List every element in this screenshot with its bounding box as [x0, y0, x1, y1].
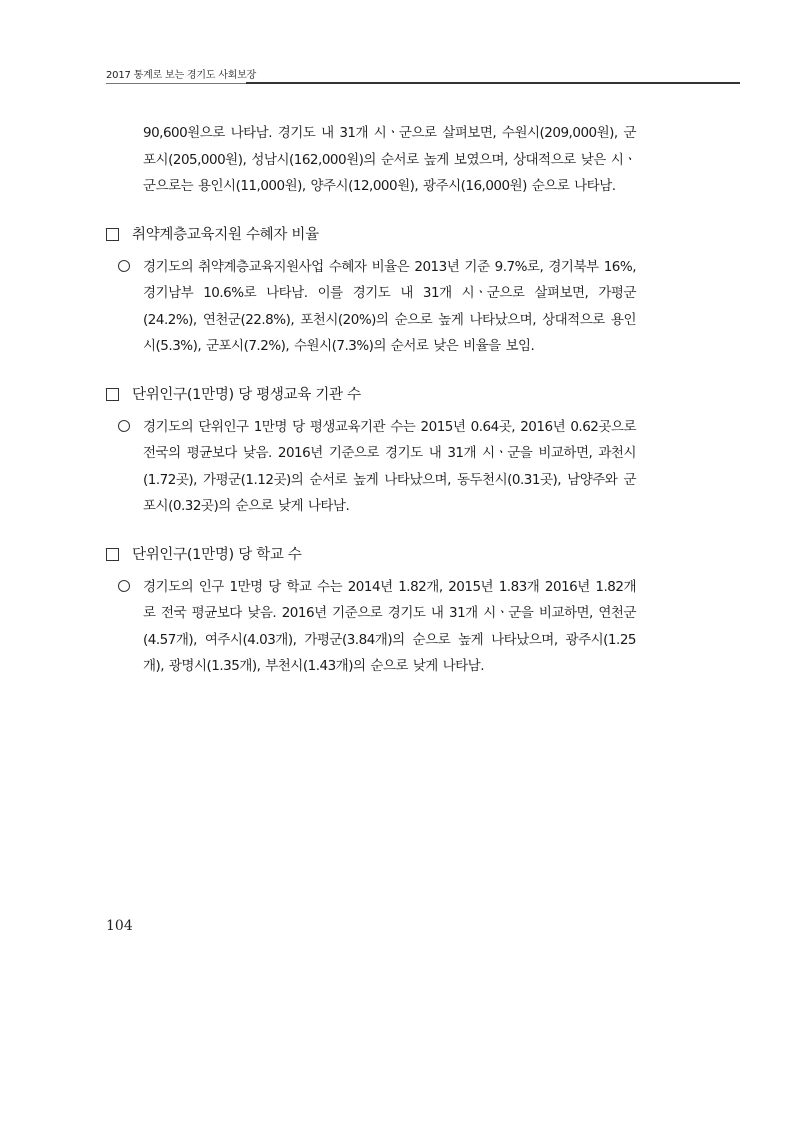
circle-bullet-icon — [118, 420, 130, 432]
intro-paragraph: 90,600원으로 나타남. 경기도 내 31개 시ㆍ군으로 살펴보면, 수원시(209,000원), 군포시(205,000원), 성남시(162,000원)의 순서로 높게 보였으며, 상대적으로 낮은 시ㆍ군으로는 용인시(11,000원), 양주시(12,000원), 광주시(16,000원) 순으로 나타남. — [143, 125, 636, 194]
square-bullet-icon — [106, 548, 119, 561]
circle-bullet-icon — [118, 260, 130, 272]
page-number: 104 — [106, 918, 133, 934]
running-header-title: 2017 통계로 보는 경기도 사회보장 — [106, 70, 257, 81]
header-rule — [246, 82, 740, 84]
list-item — [106, 414, 636, 520]
section-heading — [106, 542, 636, 568]
header-underline — [106, 83, 250, 84]
square-bullet-icon — [106, 228, 119, 241]
list-item — [106, 574, 636, 680]
list-item-text: 경기도의 인구 1만명 당 학교 수는 2014년 1.82개, 2015년 1.83개 2016년 1.82개로 전국 평균보다 낮음. 2016년 기준으로 경기도 내 31개 시ㆍ군을 비교하면, 연천군(4.57개), 여주시(4.03개), 가평군(3.84개)의 순으로 높게 나타났으며, 광주시(1.25개), 광명시(1.35개), 부천시(1.43개)의 순으로 낮게 나타남. — [143, 578, 636, 674]
section-heading — [106, 222, 636, 248]
section-heading — [106, 382, 636, 408]
section-schools — [106, 542, 636, 680]
list-item-text: 경기도의 취약계층교육지원사업 수혜자 비율은 2013년 기준 9.7%로, 경기북부 16%, 경기남부 10.6%로 나타남. 이를 경기도 내 31개 시ㆍ군으로 살펴보면, 가평군(24.2%), 연천군(22.8%), 포천시(20%)의 순으로 높게 나타났으며, 상대적으로 용인시(5.3%), 군포시(7.2%), 수원시(7.3%)의 순서로 낮은 비율을 보임. — [143, 258, 636, 354]
section-lifelong-education — [106, 382, 636, 520]
list-item-text: 경기도의 단위인구 1만명 당 평생교육기관 수는 2015년 0.64곳, 2016년 0.62곳으로 전국의 평균보다 낮음. 2016년 기준으로 경기도 내 31개 시ㆍ군을 비교하면, 과천시(1.72곳), 가평군(1.12곳)의 순서로 높게 나타났으며, 동두천시(0.31곳), 남양주와 군포시(0.32곳)의 순으로 낮게 나타남. — [143, 418, 636, 514]
section-heading-text: 단위인구(1만명) 당 평생교육 기관 수 — [132, 386, 361, 403]
section-heading-text: 취약계층교육지원 수혜자 비율 — [132, 226, 319, 243]
circle-bullet-icon — [118, 580, 130, 592]
section-education-support — [106, 222, 636, 360]
list-item — [106, 254, 636, 360]
square-bullet-icon — [106, 388, 119, 401]
document-body — [106, 120, 636, 680]
section-heading-text: 단위인구(1만명) 당 학교 수 — [132, 546, 302, 563]
